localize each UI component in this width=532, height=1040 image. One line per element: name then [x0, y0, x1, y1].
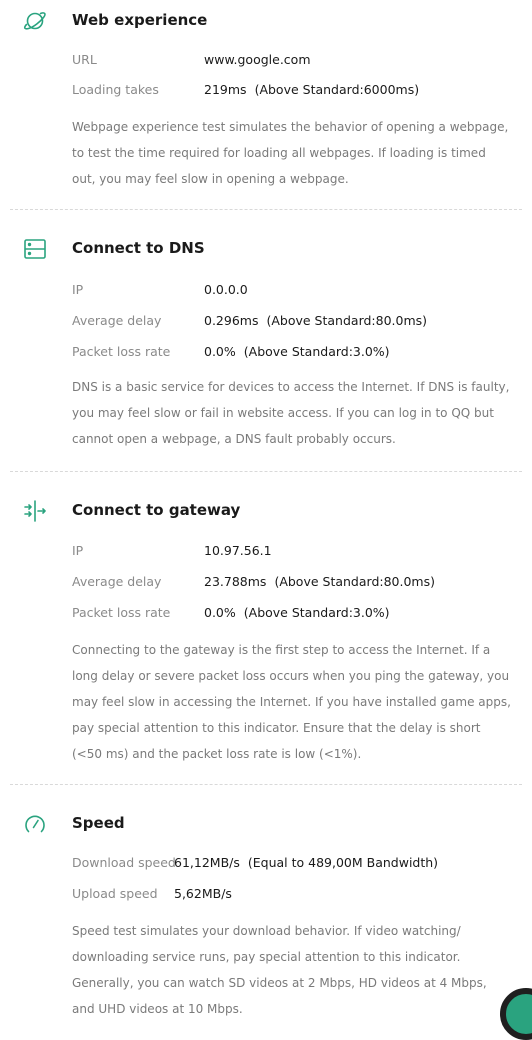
- row-value: [174, 855, 438, 870]
- url-row: [0, 50, 532, 72]
- bandwidth-note: (Equal to 489,00M Bandwidth): [247, 855, 439, 870]
- section-title: Speed: [72, 814, 125, 832]
- standard-note: (Above Standard:6000ms): [254, 82, 420, 97]
- server-icon: [22, 236, 48, 262]
- row-label: Download speed: [72, 855, 176, 870]
- divider: [10, 784, 522, 785]
- standard-note: (Above Standard:80.0ms): [274, 574, 435, 589]
- gateway-arrows-icon: [22, 498, 48, 524]
- dns-loss-row: [0, 342, 532, 364]
- row-value: [204, 82, 419, 97]
- delay-value: 23.788ms: [204, 574, 267, 589]
- loading-row: [0, 80, 532, 102]
- row-value: [204, 605, 390, 620]
- section-description: Webpage experience test simulates the behavior of opening a webpage, to test the time required for loading all webpages. If loading is timed out, you may feel slow in opening a webpage.: [72, 120, 509, 186]
- divider: [10, 471, 522, 472]
- ip-value: 10.97.56.1: [204, 543, 272, 558]
- row-label: Packet loss rate: [72, 605, 171, 620]
- gateway-delay-row: [0, 572, 532, 594]
- row-label: Loading takes: [72, 82, 159, 97]
- row-value: [204, 543, 272, 558]
- section-description: Speed test simulates your download behavior. If video watching/ downloading service runs, pay special attention to this indicator. Generally, you can watch SD videos at 2 Mbps, HD videos at 4 Mbps, and UHD videos at 10 Mbps.: [72, 924, 487, 1016]
- row-label: Average delay: [72, 574, 162, 589]
- loss-value: 0.0%: [204, 344, 236, 359]
- upload-row: [0, 884, 532, 906]
- row-value: [174, 886, 232, 901]
- section-title: Connect to gateway: [72, 501, 241, 519]
- section-description: DNS is a basic service for devices to access the Internet. If DNS is faulty, you may feel slow or fail in website access. If you can log in to QQ but cannot open a webpage, a DNS fault probably occurs.: [72, 380, 510, 446]
- download-row: [0, 853, 532, 875]
- delay-value: 0.296ms: [204, 313, 259, 328]
- gateway-ip-row: [0, 541, 532, 563]
- row-label: Average delay: [72, 313, 162, 328]
- speedometer-icon: [22, 811, 48, 837]
- loss-value: 0.0%: [204, 605, 236, 620]
- dns-ip-row: [0, 280, 532, 302]
- row-value: [204, 574, 435, 589]
- row-value: [204, 313, 427, 328]
- section-title: Connect to DNS: [72, 239, 205, 257]
- standard-note: (Above Standard:80.0ms): [266, 313, 428, 328]
- ip-value: 0.0.0.0: [204, 282, 248, 297]
- web-experience-header: [0, 4, 532, 36]
- gateway-loss-row: [0, 603, 532, 625]
- standard-note: (Above Standard:3.0%): [243, 605, 390, 620]
- planet-icon: [22, 8, 48, 34]
- row-label: URL: [72, 52, 97, 67]
- divider: [10, 209, 522, 210]
- row-label: Upload speed: [72, 886, 158, 901]
- download-value: 61,12MB/s: [174, 855, 240, 870]
- section-description: Connecting to the gateway is the first step to access the Internet. If a long delay or severe packet loss occurs when you ping the gateway, you may feel slow in accessing the Internet. If you have installed game apps, pay special attention to this indicator. Ensure that the delay is short (<50 ms) and the packet loss rate is low (<1%).: [72, 643, 511, 761]
- row-value: [204, 52, 311, 67]
- dns-delay-row: [0, 311, 532, 333]
- loading-value: 219ms: [204, 82, 247, 97]
- url-value: www.google.com: [204, 52, 311, 67]
- row-label: IP: [72, 543, 84, 558]
- gateway-header: [0, 494, 532, 526]
- dns-header: [0, 232, 532, 264]
- speed-header: [0, 807, 532, 839]
- row-value: [204, 282, 248, 297]
- row-value: [204, 344, 390, 359]
- standard-note: (Above Standard:3.0%): [243, 344, 390, 359]
- section-title: Web experience: [72, 11, 208, 29]
- row-label: IP: [72, 282, 84, 297]
- row-label: Packet loss rate: [72, 344, 171, 359]
- upload-value: 5,62MB/s: [174, 886, 232, 901]
